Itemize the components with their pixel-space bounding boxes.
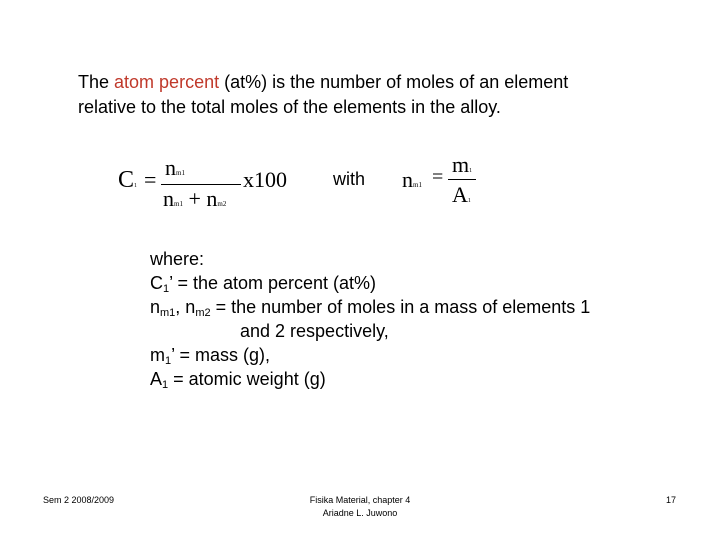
def-m1-sub: 1	[165, 355, 172, 367]
definition-c1	[150, 271, 690, 295]
intro-prefix: The	[78, 72, 115, 92]
formula2-lhs-sub: m1	[413, 181, 422, 189]
intro-text	[78, 70, 678, 120]
formula1-den-n1: n	[163, 186, 174, 211]
with-label: with	[333, 169, 366, 189]
formula1-equals: =	[144, 167, 157, 192]
definition-nm-continued: and 2 respectively,	[240, 321, 389, 341]
def-nm2-sub: m2	[195, 307, 211, 319]
formula1-fraction-bar	[161, 184, 241, 185]
formula1-lhs-sub: 1	[134, 183, 138, 189]
intro-line-2: relative to the total moles of the elements in the alloy.	[78, 97, 501, 117]
def-a1-symbol: A	[150, 369, 163, 389]
formula2-den-sub: 1	[467, 198, 471, 204]
where-title: where:	[150, 249, 205, 269]
atom-percent-highlight: atom percent	[114, 72, 220, 92]
formula1-numerator	[165, 155, 185, 181]
formula1-multiplier: x100	[243, 167, 287, 192]
formula1-den-plus: +	[182, 186, 207, 211]
intro-line-1	[78, 70, 678, 95]
def-a1-sub: 1	[162, 379, 169, 391]
def-m1-text: ’ = mass (g),	[171, 345, 270, 365]
formula2-numerator	[452, 152, 472, 178]
def-nm1-symbol: n	[150, 297, 161, 317]
def-c1-symbol: C	[150, 273, 163, 293]
def-nm1-sub: m1	[160, 307, 176, 319]
formula1-lhs	[118, 167, 137, 194]
moles-formula	[398, 150, 488, 214]
formula1-num-sub: m1	[176, 169, 185, 177]
formula1-denominator	[163, 186, 226, 212]
formula1-den-sub1: m1	[174, 200, 183, 208]
definition-m1	[150, 343, 690, 367]
formula2-denominator	[452, 182, 471, 208]
def-nm-text: = the number of moles in a mass of elements 1	[210, 297, 591, 317]
formula1-lhs-symbol: C	[118, 167, 135, 193]
def-m1-symbol: m	[150, 345, 165, 365]
formula2-lhs-symbol: n	[402, 167, 413, 192]
definition-a1	[150, 367, 690, 391]
formula1-num-symbol: n	[165, 155, 176, 180]
formula2-num-symbol: m	[452, 152, 470, 177]
formula2-lhs	[402, 167, 422, 193]
footer-semester: Sem 2 2008/2009	[43, 495, 115, 505]
footer-course	[260, 494, 460, 520]
formula2-equals: =	[432, 166, 444, 188]
def-a1-text: = atomic weight (g)	[168, 369, 326, 389]
formula2-fraction-bar	[448, 179, 476, 180]
atom-percent-formula	[115, 155, 300, 215]
formula2-den-symbol: A	[452, 182, 468, 207]
page-number: 17	[665, 495, 676, 505]
intro-rest: (at%) is the number of moles of an element	[219, 72, 569, 92]
where-definitions	[150, 247, 690, 391]
def-c1-text: ’ = the atom percent (at%)	[169, 273, 377, 293]
def-c1-sub: 1	[163, 283, 170, 295]
footer-author: Ariadne L. Juwono	[322, 508, 398, 518]
formula1-den-n2: n	[206, 186, 218, 211]
definition-nm	[150, 295, 690, 319]
def-nm2-symbol: , n	[175, 297, 196, 317]
footer-course-title: Fisika Material, chapter 4	[309, 495, 411, 505]
formula1-den-sub2: m2	[217, 200, 227, 208]
formula2-num-sub: 1	[469, 168, 473, 174]
